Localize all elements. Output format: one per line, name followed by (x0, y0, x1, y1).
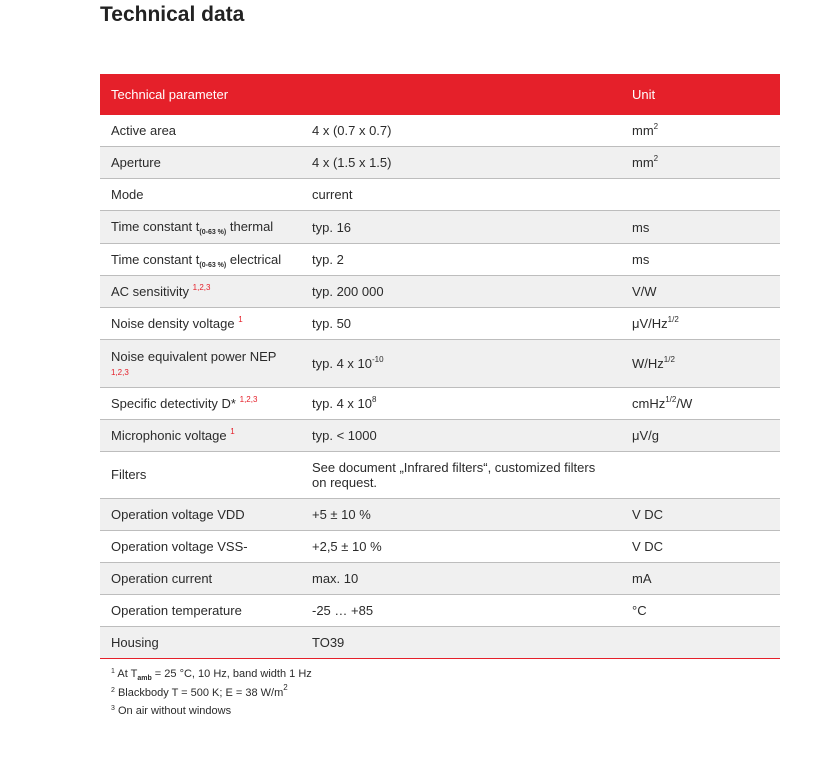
footnote-ref: 1,2,3 (239, 394, 258, 404)
technical-data-table (100, 74, 780, 659)
table-header (100, 74, 780, 115)
param-value: typ. 16 (312, 219, 352, 235)
param-value: 4 x (0.7 x 0.7) (312, 123, 392, 138)
param-label: Filters (111, 467, 147, 482)
param-label: Aperture (111, 154, 161, 170)
table-row (100, 340, 780, 388)
param-unit: $mm^2$ (632, 122, 659, 138)
table-row (100, 420, 780, 452)
param-label: Operation current (111, 570, 213, 586)
footnote-ref: 1,2,3 (111, 367, 129, 377)
param-label: Microphonic voltage $^1$ (111, 426, 235, 443)
table-row (100, 276, 780, 308)
footnotes (111, 664, 312, 720)
table-row (100, 308, 780, 340)
table-row (100, 452, 780, 499)
header-unit: Unit (632, 87, 656, 102)
param-value: typ. 4 x $10^{-10}$ (312, 355, 384, 371)
param-label: Operation voltage VSS- (111, 538, 248, 554)
param-unit: V/W (632, 284, 657, 299)
param-label: Time constant $t_{(0-63 \%)}$ electrical (111, 251, 282, 269)
footnote-ref: 1 (230, 426, 235, 436)
param-unit: μV/g (632, 428, 660, 443)
param-value: typ. < 1000 (312, 428, 377, 443)
param-value: max. 10 (312, 571, 359, 586)
param-unit: mA (632, 571, 652, 586)
footnote-3: $^3$ On air without windows (111, 705, 232, 717)
table-row (100, 115, 780, 147)
param-unit: $mm^2$ (632, 154, 659, 170)
param-value: See document „Infrared filters“, customized filters on request. (312, 460, 596, 490)
param-unit: cmHz$^{1/2}$/W (632, 395, 693, 411)
header-parameter: Technical parameter (111, 86, 229, 102)
param-value: current (312, 187, 353, 202)
param-label: Housing (111, 634, 159, 650)
table-row (100, 531, 780, 563)
footnote-1: $^1$ At $T_{amb} = 25$ °C, 10 Hz, band width 1 Hz (111, 668, 312, 682)
param-label: Active area (111, 122, 177, 138)
param-unit: V DC (632, 507, 664, 522)
param-value: TO39 (312, 635, 345, 650)
table-row (100, 595, 780, 627)
param-value: typ. 4 x $10^8$ (312, 395, 377, 411)
table-row (100, 627, 780, 659)
param-value: 4 x (1.5 x 1.5) (312, 155, 392, 170)
table-row (100, 244, 780, 276)
table-row (100, 147, 780, 179)
param-label: Time constant $t_{(0-63 \%)}$ thermal (111, 219, 274, 236)
param-value: typ. 50 (312, 316, 352, 331)
param-value: typ. 2 (312, 252, 344, 267)
param-label: AC sensitivity $^{1,2,3}$ (111, 282, 211, 299)
param-value: +2,5 ± 10 % (312, 539, 382, 554)
param-label: Mode (111, 186, 144, 202)
param-value: typ. 200 000 (312, 284, 384, 299)
param-label: Noise equivalent power NEP 1,2,3 (100, 349, 300, 379)
footnote-ref: 1,2,3 (192, 282, 211, 292)
table-row (100, 211, 780, 244)
param-unit: $W/Hz^{1/2}$ (632, 355, 675, 371)
param-value: +5 ± 10 % (312, 507, 371, 522)
param-value: -25 … +85 (312, 603, 374, 618)
param-unit: ms (632, 252, 650, 267)
table-row (100, 563, 780, 595)
param-label: Noise density voltage $^1$ (111, 314, 243, 331)
param-label: Operation voltage VDD (111, 506, 245, 522)
param-unit: $\mu V/Hz^{1/2}$ (632, 315, 679, 331)
table-row (100, 499, 780, 531)
table-row (100, 388, 780, 420)
table-row (100, 179, 780, 211)
param-label: Specific detectivity D* $^{1,2,3}$ (111, 394, 258, 411)
param-label: Operation temperature (111, 602, 242, 618)
footnote-2: $^2$ Blackbody T = 500 K; E = 38 $W/m^2$ (111, 682, 288, 699)
param-unit: V DC (632, 539, 664, 554)
param-unit: ms (632, 219, 650, 235)
footnote-ref: 1 (238, 314, 243, 324)
page-title: Technical data (100, 3, 245, 26)
param-unit: °C (632, 603, 647, 618)
